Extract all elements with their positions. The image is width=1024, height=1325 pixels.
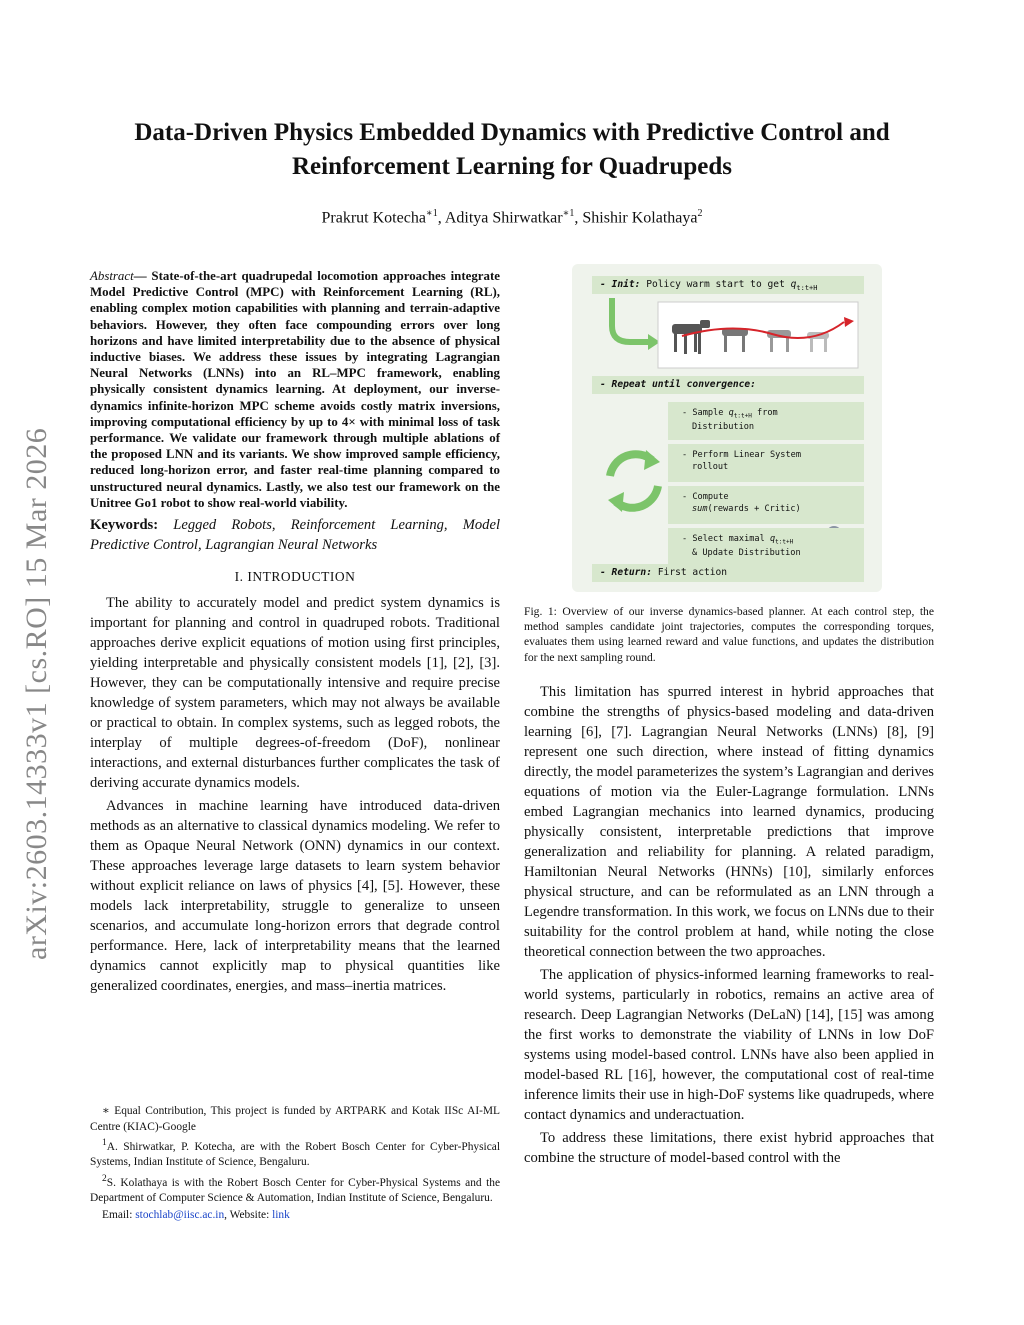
step-text: - Perform Linear System bbox=[682, 450, 801, 460]
section-number: I. bbox=[234, 569, 244, 585]
figure-step-rollout bbox=[668, 444, 864, 482]
website-link[interactable]: link bbox=[272, 1208, 290, 1221]
figure-step-select bbox=[668, 528, 864, 566]
title-line-1: Data-Driven Physics Embedded Dynamics with Predictive Control and bbox=[134, 119, 890, 146]
step-text: & Update Distribution bbox=[692, 548, 801, 559]
abstract bbox=[90, 268, 500, 511]
abstract-label: Abstract bbox=[90, 269, 134, 283]
author-name: Shishir Kolathaya bbox=[582, 209, 698, 227]
q-subscript: t:t+H bbox=[796, 283, 818, 292]
figure-planner-overview bbox=[572, 264, 882, 592]
q-subscript: t:t+H bbox=[733, 412, 752, 420]
paragraph: Advances in machine learning have introduced data-driven methods as an alternative to classical dynamics modeling. We refer to them as Opaque Neural Network (ONN) dynamics in our context. These approaches leverage large datasets to learn system behavior without explicit reliance on laws of physics [4], [5]. However, these models lack interpretability, struggle to generalize to unseen scenarios, and accumulate long-horizon errors that degrade control performance. Here, lack of interpretability means that the learned dynamics cannot explicitly map to physical quantities like generalized coordinates, energies, and mass–inertia matrices. bbox=[90, 798, 500, 995]
keywords-label: Keywords: bbox=[90, 517, 159, 534]
author-mark: ∗1 bbox=[425, 208, 438, 219]
paragraph: The application of physics-informed learning frameworks to real-world systems, particularly in robotics, remains an active area of research. Deep Lagrangian Networks (DeLaN) [14], [15] was among the first works to demonstrate the viability of LNNs in low DoF systems using model-based control. LNNs have also been applied in model-based RL [16], however, the computational cost of real-time inference limits their use in high-DoF systems like quadrupeds, where contact dynamics and underactuation. bbox=[524, 967, 934, 1123]
author-mark: ∗1 bbox=[562, 208, 575, 219]
return-label: - Return: bbox=[600, 567, 652, 578]
author-list: Prakrut Kotecha$^{∗1}$, Aditya Shirwatkar$^{∗1}$, Shishir Kolathaya$^2$ bbox=[321, 208, 703, 227]
warm-start-arrow bbox=[612, 298, 648, 342]
abstract-text: — State-of-the-art quadrupedal locomotion approaches integrate Model Predictive Control (MPC) with Reinforcement Learning (RL), enabling complex motion capabilities with planning and terrain-adaptive behaviors. However, they often face compounding errors over long horizons and have limited interpretability due to the absence of physical inductive biases. We address these issues by integrating Lagrangian Neural Networks (LNNs) into an RL–MPC framework, enabling physically consistent dynamics learning. At deployment, our inverse-dynamics infinite-horizon MPC scheme avoids costly matrix inversions, improving computational efficiency by up to 4× with minimal loss of task performance. We validate our framework through multiple ablations of the proposed LNN and its variants. We show improved sample efficiency, reduced long-horizon error, and faster real-time planning compared to unstructured neural dynamics. Lastly, we also test our framework on the Unitree Go1 robot to show real-world viability. bbox=[90, 269, 500, 510]
init-text: Policy warm start to get bbox=[646, 279, 785, 290]
step-text: - Sample bbox=[682, 408, 724, 418]
footnote-affiliation-1 bbox=[90, 1136, 500, 1171]
author-name: Prakrut Kotecha bbox=[321, 209, 426, 227]
website-label: , Website: bbox=[224, 1208, 270, 1221]
cycle-arrows-icon bbox=[608, 450, 660, 512]
figure-caption: Fig. 1: Overview of our inverse dynamics-based planner. At each control step, the method samples candidate joint trajectories, computes the corresponding torques, evaluates them using learned reward and value functions, and updates the distribution for the next sampling round. bbox=[524, 605, 934, 664]
q-symbol: q bbox=[728, 408, 734, 418]
step-text: from bbox=[757, 408, 778, 418]
section-heading bbox=[90, 567, 500, 587]
q-subscript: t:t+H bbox=[775, 538, 794, 546]
footnote-contact bbox=[90, 1208, 500, 1224]
figure-step-compute bbox=[668, 486, 864, 524]
footnote-mark: 2 bbox=[102, 1173, 107, 1184]
q-symbol: q bbox=[769, 534, 776, 544]
return-text: First action bbox=[657, 567, 728, 578]
paragraph: This limitation has spurred interest in hybrid approaches that combine the strengths of physics-based modeling and data-driven learning [6], [7]. Lagrangian Neural Networks (LNNs) [8], [9] represent one such direction, where instead of fitting dynamics directly, the model parameterizes the system’s Lagrangian and derives equations of motion via the Euler-Lagrange formulation. LNNs embed Lagrangian mechanics into learned dynamics, producing physically consistent, interpretable predictions that improve generalization and reliability for planning. A related paradigm, Hamiltonian Neural Networks (HNNs) [10], similarly enforces physical structure, and can be reformulated as an LNN through a Legendre transformation. In this work, we focus on LNNs due to their suitability for the control problem at hand, while noting the close theoretical connection between the two approaches. bbox=[524, 684, 934, 960]
repeat-label: - Repeat until convergence: bbox=[600, 379, 756, 390]
paragraph: The ability to accurately model and predict system dynamics is important for planning and control in quadruped robots. Traditional approaches derive explicit equations of motion using first principles, yielding interpretable and physically consistent models [1], [2], [3]. However, they can be computationally intensive and require precise knowledge of system parameters, which may not always be available or practical to obtain. In complex systems, such as legged robots, the interplay of multiple degrees-of-freedom (DoF), nonlinear interactions, and external disturbances further complicates the task of deriving accurate dynamics models. bbox=[90, 595, 500, 792]
keywords bbox=[90, 515, 500, 555]
step-text: - Compute bbox=[682, 492, 729, 502]
step-text: - Select maximal bbox=[682, 534, 765, 544]
paragraph: To address these limitations, there exist hybrid approaches that combine the structure of model-based control with the bbox=[524, 1130, 934, 1166]
figure-return-bar bbox=[592, 564, 864, 582]
footnote-affiliation-2 bbox=[90, 1172, 500, 1207]
step-text: Distribution bbox=[692, 422, 755, 433]
paper-title bbox=[70, 116, 954, 184]
title-line-2: Reinforcement Learning for Quadrupeds bbox=[291, 153, 733, 180]
author-mark: 2 bbox=[697, 208, 703, 219]
step-text: (rewards + Critic) bbox=[707, 503, 801, 514]
email-label: Email: bbox=[102, 1208, 133, 1221]
footnotes bbox=[90, 1104, 500, 1224]
keywords-text: Legged Robots, Reinforcement Learning, Model Predictive Control, Lagrangian Neural Networks bbox=[90, 517, 500, 554]
footnote-equal-contribution: ∗ Equal Contribution, This project is funded by ARTPARK and Kotak IISc AI-ML Centre (KIAC)-Google bbox=[90, 1105, 500, 1133]
section-title: INTRODUCTION bbox=[247, 569, 356, 585]
init-label: - Init: bbox=[600, 279, 641, 290]
arxiv-identifier: arXiv:2603.14333v1 [cs.RO] 15 Mar 2026 bbox=[20, 427, 53, 960]
figure-step-sample bbox=[668, 402, 864, 440]
figure-repeat-bar bbox=[592, 376, 864, 394]
step-text: rollout bbox=[692, 461, 729, 472]
author-name: Aditya Shirwatkar bbox=[444, 209, 563, 227]
q-symbol: q bbox=[790, 279, 797, 290]
left-column bbox=[90, 268, 500, 999]
step-text: sum bbox=[692, 503, 708, 514]
footnote-text: A. Shirwatkar, P. Kotecha, are with the Robert Bosch Center for Cyber-Physical Systems, Indian Institute of Science, Bengaluru. bbox=[90, 1140, 500, 1169]
email-link[interactable]: stochlab@iisc.ac.in bbox=[135, 1208, 225, 1221]
footnote-text: S. Kolathaya is with the Robert Bosch Center for Cyber-Physical Systems and the Department of Computer Science & Automation, Indian Institute of Science, Bengaluru. bbox=[90, 1176, 500, 1205]
footnote-mark: 1 bbox=[102, 1138, 107, 1148]
right-column bbox=[524, 682, 934, 1171]
